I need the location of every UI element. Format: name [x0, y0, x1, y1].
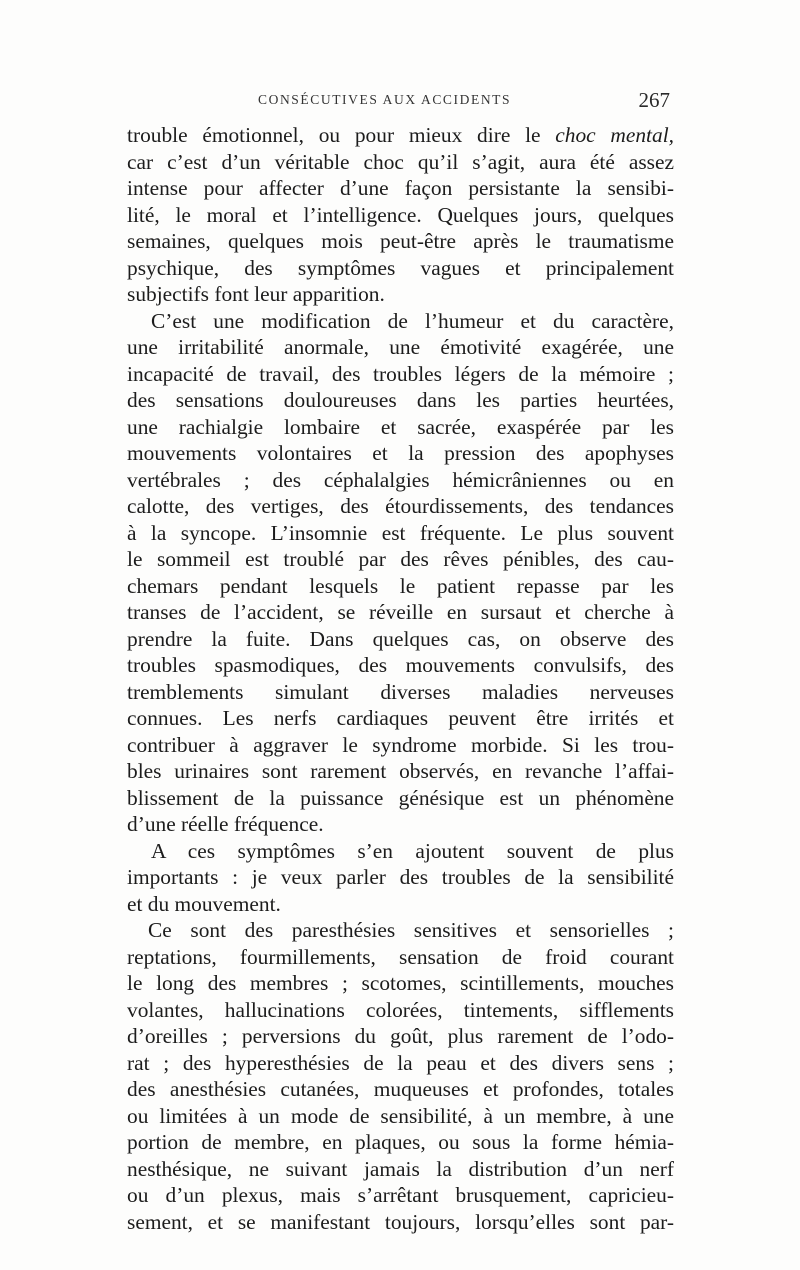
text-line: psychique, des symptômes vagues et principalement: [127, 255, 674, 280]
text-line: [127, 122, 674, 149]
text-line: d’oreilles ; perversions du goût, plus rarement de l’odo-: [127, 1024, 674, 1048]
text-line: calotte, des vertiges, des étourdissements, des tendances: [127, 494, 674, 518]
text-line: et du mouvement.: [127, 891, 281, 916]
text-line: nesthésique, ne suivant jamais la distribution d’un nerf: [127, 1156, 674, 1181]
text-line: volantes, hallucinations colorées, tintements, sifflements: [127, 997, 674, 1022]
text-line: bles urinaires sont rarement observés, en revanche l’affai-: [127, 759, 674, 783]
text-line: une rachialgie lombaire et sacrée, exaspérée par les: [127, 414, 674, 439]
text-line: blissement de la puissance génésique est un phénomène: [127, 785, 674, 810]
text-line: Ce sont des paresthésies sensitives et sensorielles ;: [148, 918, 674, 942]
text-line: le sommeil est troublé par des rêves pénibles, des cau-: [127, 547, 674, 571]
text-line: contribuer à aggraver le syndrome morbide. Si les trou-: [127, 732, 674, 757]
text-line: une irritabilité anormale, une émotivité exagérée, une: [127, 335, 674, 359]
text-line: reptations, fourmillements, sensation de froid courant: [127, 944, 674, 969]
text-line: tremblements simulant diverses maladies nerveuses: [127, 679, 674, 704]
text-line: C’est une modification de l’humeur et du caractère,: [151, 308, 674, 333]
text-line: prendre la fuite. Dans quelques cas, on observe des: [127, 626, 674, 651]
italic-phrase: choc mental,: [555, 123, 674, 147]
text-line: importants : je veux parler des troubles de la sensibilité: [127, 865, 674, 889]
text-line: le long des membres ; scotomes, scintillements, mouches: [127, 971, 674, 995]
page-number: 267: [638, 88, 670, 112]
text-line: transes de l’accident, se réveille en sursaut et cherche à: [127, 600, 674, 624]
text-line: sement, et se manifestant toujours, lorsqu’elles sont par-: [127, 1209, 674, 1234]
text-line: A ces symptômes s’en ajoutent souvent de plus: [151, 838, 674, 863]
text-line: intense pour affecter d’une façon persistante la sensibi-: [127, 176, 674, 200]
text-line: à la syncope. L’insomnie est fréquente. Le plus souvent: [127, 520, 674, 545]
text-line: car c’est d’un véritable choc qu’il s’agit, aura été assez: [127, 149, 674, 174]
text-line: troubles spasmodiques, des mouvements convulsifs, des: [127, 653, 674, 677]
text-line: ou d’un plexus, mais s’arrêtant brusquement, capricieu-: [127, 1183, 674, 1207]
text-line: connues. Les nerfs cardiaques peuvent être irrités et: [127, 706, 674, 730]
text-line: vertébrales ; des céphalalgies hémicrâniennes ou en: [127, 467, 674, 492]
text-line-segment: trouble émotionnel, ou pour mieux dire le: [127, 123, 556, 147]
text-line: rat ; des hyperesthésies de la peau et des divers sens ;: [127, 1050, 674, 1075]
text-line: chemars pendant lesquels le patient repasse par les: [127, 573, 674, 598]
running-title: CONSÉCUTIVES AUX ACCIDENTS: [258, 92, 512, 107]
text-line: d’une réelle fréquence.: [127, 812, 324, 836]
text-line: mouvements volontaires et la pression des apophyses: [127, 441, 674, 465]
text-line: lité, le moral et l’intelligence. Quelques jours, quelques: [127, 202, 674, 227]
text-line: ou limitées à un mode de sensibilité, à un membre, à une: [127, 1103, 674, 1128]
text-line: semaines, quelques mois peut-être après le traumatisme: [127, 229, 674, 253]
body-text: [127, 122, 674, 1235]
text-line: des anesthésies cutanées, muqueuses et profondes, totales: [127, 1077, 674, 1101]
text-line: subjectifs font leur apparition.: [127, 282, 385, 306]
running-head: [118, 88, 678, 118]
text-line: incapacité de travail, des troubles légers de la mémoire ;: [127, 361, 674, 386]
text-line: portion de membre, en plaques, ou sous la forme hémia-: [127, 1130, 674, 1154]
text-line: des sensations douloureuses dans les parties heurtées,: [127, 388, 674, 412]
